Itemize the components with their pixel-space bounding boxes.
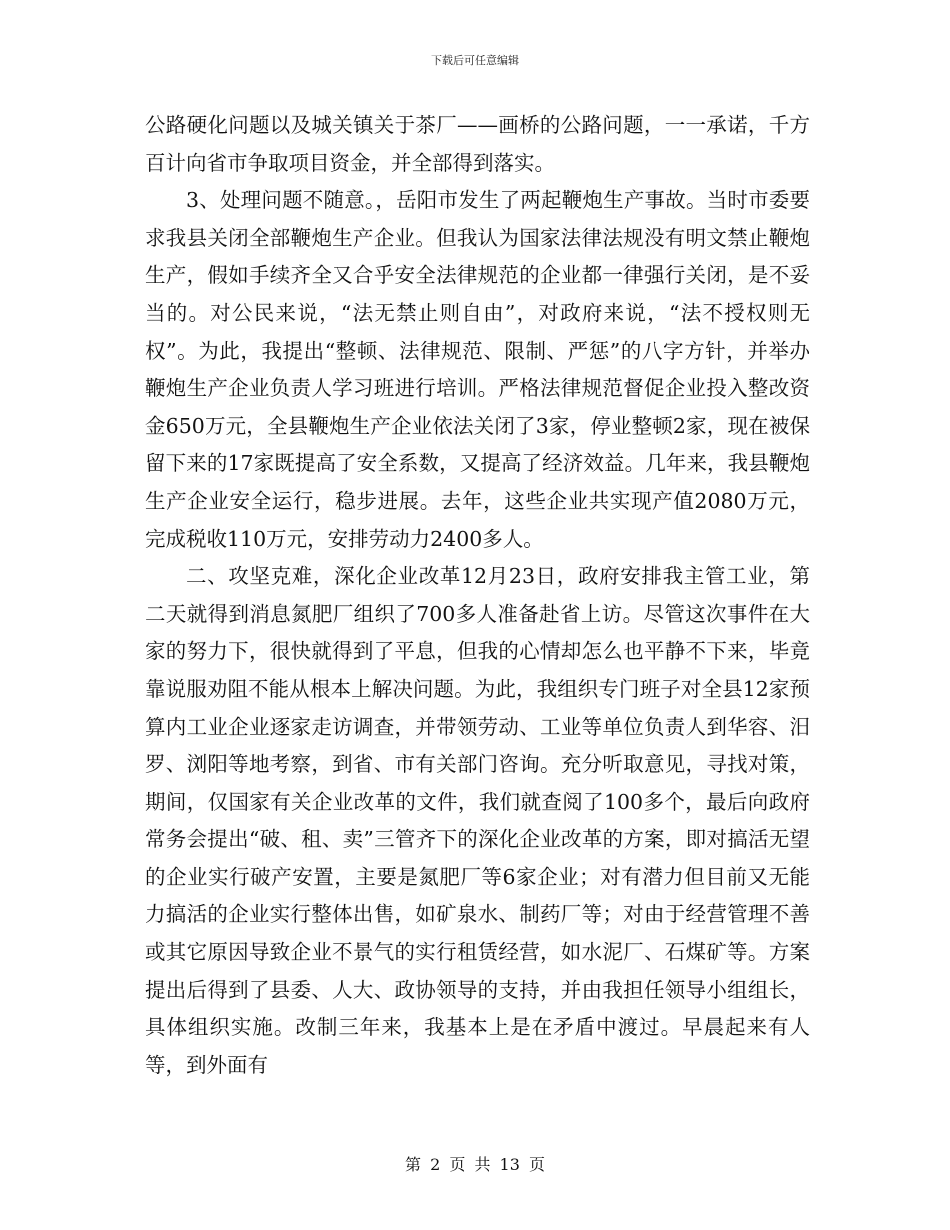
paragraph-enterprise-reform: 二、攻坚克难，深化企业改革12月23日，政府安排我主管工业，第二天就得到消息氮肥厂组织了700多人准备赴省上访。尽管这次事件在大家的努力下，很快就得到了平息，但我的心情却怎么也平静不下来，毕竟靠说服劝阻不能从根本上解决问题。为此，我组织专门班子对全县12家预算内工业企业逐家走访调查，并带领劳动、工业等单位负责人到华容、汨罗、浏阳等地考察，到省、市有关部门咨询。充分听取意见，寻找对策，期间，仅国家有关企业改革的文件，我们就查阅了100多个，最后向政府常务会提出“破、租、卖”三管齐下的深化企业改革的方案，即对搞活无望的企业实行破产安置，主要是氮肥厂等6家企业；对有潜力但目前又无能力搞活的企业实行整体出售，如矿泉水、制药厂等；对由于经营管理不善或其它原因导致企业不景气的实行租赁经营，如水泥厂、石煤矿等。方案提出后得到了县委、人大、政协领导的支持，并由我担任领导小组组长，具体组织实施。改制三年来，我基本上是在矛盾中渡过。早晨起来有人等，到外面有 [145, 564, 810, 1077]
page-number-footer: 第 2 页 共 13 页 [405, 1155, 545, 1174]
document-body [145, 107, 810, 1084]
page-header: 下载后可任意编辑 [431, 54, 519, 67]
paragraph-firecracker-regulation: 3、处理问题不随意。，岳阳市发生了两起鞭炮生产事故。当时市委要求我县关闭全部鞭炮生产企业。但我认为国家法律法规没有明文禁止鞭炮生产，假如手续齐全又合乎安全法律规范的企业都一律强行关闭，是不妥当的。对公民来说，“法无禁止则自由”，对政府来说，“法不授权则无权”。为此，我提出“整顿、法律规范、限制、严惩”的八字方针，并举办鞭炮生产企业负责人学习班进行培训。严格法律规范督促企业投入整改资金650万元，全县鞭炮生产企业依法关闭了3家，停业整顿2家，现在被保留下来的17家既提高了安全系数，又提高了经济效益。几年来，我县鞭炮生产企业安全运行，稳步进展。去年，这些企业共实现产值2080万元，完成税收110万元，安排劳动力2400多人。 [145, 188, 810, 551]
paragraph-continuation: 公路硬化问题以及城关镇关于茶厂——画桥的公路问题，一一承诺，千方百计向省市争取项目资金，并全部得到落实。 [145, 113, 810, 175]
